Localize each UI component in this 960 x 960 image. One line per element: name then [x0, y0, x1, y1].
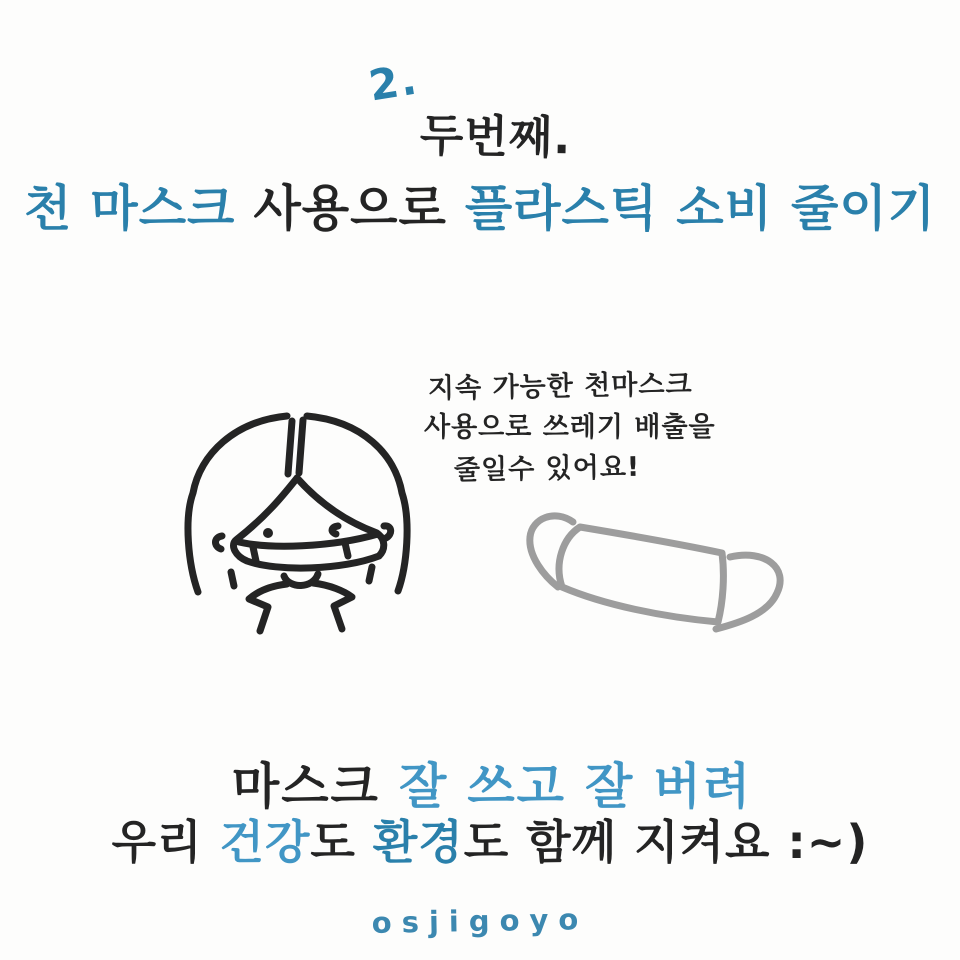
footer-segment: 도 함께 지켜요 :~)	[463, 815, 869, 869]
hair-part-line	[288, 421, 292, 474]
mask-left-earloop	[530, 516, 573, 587]
mask-pleat	[253, 547, 256, 561]
note-line: 사용으로 쓰레기 배출을	[424, 412, 716, 443]
masked-person-illustration	[173, 400, 423, 665]
left-ear	[215, 536, 222, 549]
footer-segment: 도	[310, 815, 373, 869]
note-line: 줄일수 있어요!	[453, 451, 641, 487]
artist-signature: osjigoyo	[371, 902, 589, 940]
section-subtitle: 두번째.	[419, 108, 572, 165]
section-number: 2.	[365, 54, 422, 111]
right-shoulder	[313, 583, 352, 629]
right-ear	[384, 526, 391, 538]
mask-pleat	[345, 543, 348, 556]
footer-segment: 환경	[372, 815, 464, 869]
footer-segment: 우리	[111, 815, 220, 869]
emphasis-dash	[231, 572, 234, 586]
title-segment: 플라스틱 소비 줄이기	[464, 180, 936, 237]
note-line: 지속 가능한 천마스크	[427, 368, 693, 405]
cloth-mask-illustration	[503, 490, 803, 665]
footer-segment: 잘 쓰고 잘 버려	[398, 758, 753, 815]
left-shoulder	[249, 584, 287, 631]
hair-part-line	[299, 420, 303, 473]
footer-line-2	[10, 806, 960, 872]
footer-segment: 마스크	[231, 758, 399, 815]
page-title	[0, 170, 960, 240]
emphasis-dash	[369, 567, 372, 581]
mask-body	[559, 527, 723, 622]
left-eye	[263, 528, 273, 538]
note-text	[424, 366, 716, 489]
right-eye	[332, 526, 338, 534]
footer-segment: 건강	[219, 815, 311, 869]
title-segment: 천 마스크	[24, 180, 254, 237]
title-segment: 사용으로	[253, 180, 465, 237]
